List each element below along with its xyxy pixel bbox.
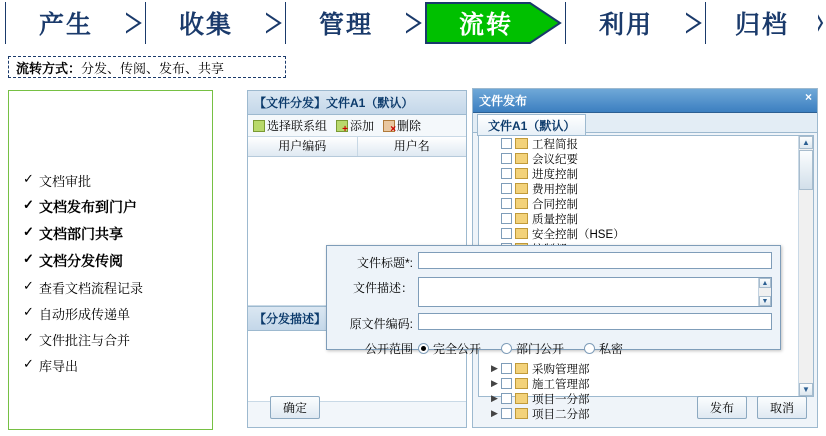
- list-item: [23, 171, 208, 190]
- process-step-2[interactable]: [146, 2, 266, 44]
- add-user-button[interactable]: [336, 117, 374, 134]
- tree-item-label: 会议纪要: [532, 153, 578, 166]
- radio-private-icon[interactable]: [584, 343, 595, 354]
- delete-icon: [383, 120, 395, 132]
- tree-item-label: 质量控制: [532, 213, 578, 226]
- checkbox-icon[interactable]: [501, 228, 512, 239]
- expand-arrow-icon[interactable]: ▶: [491, 378, 498, 388]
- process-step-5[interactable]: [566, 2, 686, 44]
- tree-item-label: 费用控制: [532, 183, 578, 196]
- list-item-label: 库导出: [39, 359, 79, 374]
- checkbox-icon[interactable]: [501, 198, 512, 209]
- expand-arrow-icon[interactable]: ▶: [491, 363, 498, 373]
- radio-department-icon[interactable]: [501, 343, 512, 354]
- tree-item-label: 项目二分部: [532, 408, 590, 421]
- publish-window-title: 文件发布: [479, 94, 528, 108]
- folder-icon: [515, 378, 528, 389]
- close-icon[interactable]: ×: [804, 90, 812, 104]
- folder-icon: [515, 213, 528, 224]
- checkbox-icon[interactable]: [501, 378, 512, 389]
- radio-public-icon[interactable]: [418, 343, 429, 354]
- check-icon: ✓: [23, 224, 34, 239]
- subtitle-value: 分发、传阅、发布、共享: [81, 60, 225, 76]
- select-contact-group-button[interactable]: [253, 117, 327, 134]
- checkbox-icon[interactable]: [501, 138, 512, 149]
- tree-item[interactable]: [479, 151, 813, 166]
- list-item-label: 文档审批: [39, 174, 92, 189]
- folder-icon: [515, 138, 528, 149]
- folder-icon: [515, 393, 528, 404]
- distribute-description-title: 【分发描述】: [248, 306, 466, 331]
- tree-item-label: 进度控制: [532, 168, 578, 181]
- checkbox-icon[interactable]: [501, 363, 512, 374]
- select-contact-group-label: 选择联系组: [267, 119, 328, 133]
- scope-radio-group: [418, 338, 639, 357]
- form-row-scope: [327, 338, 772, 357]
- add-user-label: 添加: [350, 119, 375, 133]
- tree-item-label: 安全控制（HSE）: [532, 228, 625, 241]
- process-step-label: 流转: [458, 11, 513, 39]
- delete-user-button[interactable]: [383, 117, 421, 134]
- scroll-up-icon[interactable]: ▲: [759, 278, 771, 288]
- check-icon: ✓: [23, 197, 34, 212]
- group-icon: [253, 120, 265, 132]
- subtitle-banner: [8, 56, 286, 78]
- tree-item[interactable]: [479, 196, 813, 211]
- list-item: [23, 224, 208, 244]
- source-file-code-label: 原文件编码:: [349, 317, 413, 331]
- expand-arrow-icon[interactable]: ▶: [491, 393, 498, 403]
- list-item: [23, 197, 208, 217]
- list-item-label: 查看文档流程记录: [39, 281, 144, 296]
- tree-item-label: 合同控制: [532, 198, 578, 211]
- radio-private-label[interactable]: 私密: [599, 342, 624, 356]
- expand-arrow-icon[interactable]: ▶: [491, 408, 498, 418]
- scroll-thumb[interactable]: [799, 150, 813, 190]
- tree-item[interactable]: [479, 181, 813, 196]
- file-title-input[interactable]: [418, 252, 772, 269]
- publish-window-titlebar: [473, 89, 817, 113]
- check-icon: ✓: [23, 304, 34, 319]
- tree-item[interactable]: [479, 166, 813, 181]
- add-icon: [336, 120, 348, 132]
- check-icon: ✓: [23, 171, 34, 186]
- feature-list: [23, 171, 208, 382]
- column-header-user-name[interactable]: 用户名: [393, 139, 430, 153]
- list-item-label: 自动形成传递单: [39, 307, 131, 322]
- file-properties-dialog: [326, 245, 781, 356]
- form-row-title: [327, 252, 772, 271]
- process-step-label: 收集: [178, 11, 233, 39]
- file-description-input[interactable]: [418, 277, 772, 307]
- folder-icon: [515, 363, 528, 374]
- confirm-button-wrap: [270, 396, 320, 419]
- folder-icon: [515, 183, 528, 194]
- folder-icon: [515, 408, 528, 419]
- list-item: [23, 356, 208, 375]
- feature-list-panel: [8, 90, 213, 430]
- publish-button-row: [697, 396, 807, 419]
- process-step-3[interactable]: [286, 2, 406, 44]
- radio-department-label[interactable]: 部门公开: [516, 342, 565, 356]
- subtitle-label: 流转方式：: [16, 60, 82, 76]
- file-title-label: 文件标题*:: [356, 256, 413, 270]
- tree-item[interactable]: [479, 361, 813, 376]
- checkbox-icon[interactable]: [501, 213, 512, 224]
- process-flow-bar: [0, 0, 826, 46]
- list-item-label: 文件批注与合并: [39, 333, 131, 348]
- checkbox-icon[interactable]: [501, 183, 512, 194]
- process-step-6[interactable]: [706, 2, 818, 44]
- checkbox-icon[interactable]: [501, 168, 512, 179]
- process-step-1[interactable]: [6, 2, 126, 44]
- tree-item-label: 工程简报: [532, 138, 578, 151]
- check-icon: ✓: [23, 251, 34, 266]
- folder-icon: [515, 153, 528, 164]
- checkbox-icon[interactable]: [501, 408, 512, 419]
- column-header-user-code[interactable]: 用户编码: [248, 137, 358, 156]
- delete-user-label: 删除: [397, 119, 422, 133]
- tree-vertical-scrollbar[interactable]: [798, 136, 813, 396]
- tree-item[interactable]: [479, 376, 813, 391]
- scroll-down-icon[interactable]: ▼: [759, 296, 771, 306]
- check-icon: ✓: [23, 278, 34, 293]
- tree-item[interactable]: [479, 226, 813, 241]
- process-step-4-active[interactable]: [426, 2, 546, 44]
- scroll-down-icon[interactable]: ▼: [799, 383, 813, 396]
- check-icon: ✓: [23, 356, 34, 371]
- distribute-toolbar: [248, 115, 466, 137]
- folder-icon: [515, 228, 528, 239]
- list-item: [23, 304, 208, 323]
- confirm-button[interactable]: 确定: [270, 396, 320, 419]
- user-table-header: [248, 137, 466, 157]
- description-scrollbar[interactable]: [758, 278, 771, 306]
- form-row-description: [327, 277, 772, 307]
- scroll-up-icon[interactable]: ▲: [799, 136, 813, 149]
- tree-item-label: 施工管理部: [532, 378, 590, 391]
- distribute-window-title: 【文件分发】文件A1（默认）: [248, 91, 466, 115]
- list-item-label: 文档发布到门户: [39, 199, 137, 215]
- publish-tab-strip: [473, 113, 817, 133]
- checkbox-icon[interactable]: [501, 153, 512, 164]
- tree-item-label: 项目一分部: [532, 393, 590, 406]
- list-item: [23, 278, 208, 297]
- publish-button[interactable]: 发布: [697, 396, 747, 419]
- folder-icon: [515, 198, 528, 209]
- folder-icon: [515, 168, 528, 179]
- process-step-label: 归档: [734, 11, 789, 39]
- tab-file-a1[interactable]: 文件A1（默认）: [477, 114, 586, 136]
- source-file-code-input[interactable]: [418, 313, 772, 330]
- tree-item[interactable]: [479, 211, 813, 226]
- process-step-label: 利用: [598, 11, 653, 39]
- tree-item[interactable]: [479, 136, 813, 151]
- process-step-label: 产生: [38, 11, 93, 39]
- list-item-label: 文档部门共享: [39, 226, 123, 242]
- scope-label: 公开范围: [364, 342, 413, 356]
- list-item: [23, 251, 208, 271]
- cancel-button[interactable]: 取消: [757, 396, 807, 419]
- checkbox-icon[interactable]: [501, 393, 512, 404]
- list-item: [23, 330, 208, 349]
- tree-item-label: 采购管理部: [532, 363, 590, 376]
- file-description-label: 文件描述：: [352, 281, 413, 295]
- process-step-label: 管理: [318, 11, 373, 39]
- radio-public-label[interactable]: 完全公开: [433, 342, 482, 356]
- form-row-source-code: [327, 313, 772, 332]
- list-item-label: 文档分发传阅: [39, 253, 123, 269]
- check-icon: ✓: [23, 330, 34, 345]
